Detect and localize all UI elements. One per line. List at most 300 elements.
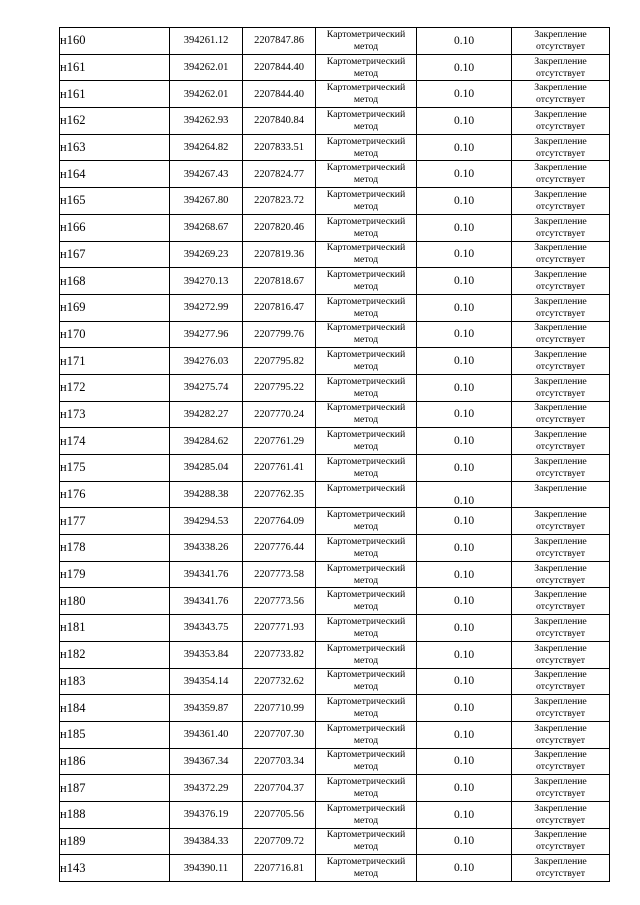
fixation-cell — [512, 268, 610, 295]
point-name: н169 — [60, 300, 86, 315]
fixation-line-1: Закрепление — [534, 135, 587, 147]
fixation-cell — [512, 828, 610, 855]
accuracy-value: 0.10 — [453, 728, 475, 741]
method-line-2: метод — [353, 227, 379, 239]
method-line-2: метод — [353, 387, 379, 399]
x-coordinate-cell — [170, 428, 243, 455]
y-coordinate: 2207732.62 — [254, 675, 304, 687]
y-coordinate: 2207773.56 — [254, 595, 304, 607]
method-line-1: Картометрический — [326, 402, 406, 414]
coordinates-table-body — [60, 28, 610, 882]
method-cell — [316, 748, 417, 775]
y-coordinate-cell — [243, 188, 316, 215]
x-coordinate: 394276.03 — [183, 355, 229, 367]
y-coordinate-cell — [243, 348, 316, 375]
point-name: н161 — [60, 86, 86, 101]
y-coordinate-cell — [243, 268, 316, 295]
fixation-line-2: отсутствует — [535, 814, 585, 826]
x-coordinate: 394282.27 — [183, 408, 229, 420]
table-row — [60, 188, 610, 215]
y-coordinate-cell — [243, 641, 316, 668]
accuracy-cell — [417, 294, 512, 321]
y-coordinate: 2207770.24 — [254, 408, 304, 420]
point-name-cell — [60, 588, 170, 615]
x-coordinate-cell — [170, 748, 243, 775]
method-line-2: метод — [353, 868, 379, 880]
method-line-2: метод — [353, 200, 379, 212]
point-name: н187 — [60, 780, 86, 795]
accuracy-value: 0.10 — [453, 595, 475, 608]
method-line-1: Картометрический — [326, 802, 406, 814]
method-line-2: метод — [353, 467, 379, 479]
fixation-cell — [512, 28, 610, 55]
y-coordinate: 2207716.81 — [254, 862, 304, 874]
method-cell — [316, 28, 417, 55]
y-coordinate: 2207761.29 — [254, 435, 304, 447]
y-coordinate: 2207844.40 — [254, 62, 304, 74]
x-coordinate-cell — [170, 401, 243, 428]
y-coordinate-cell — [243, 748, 316, 775]
x-coordinate-cell — [170, 801, 243, 828]
point-name-cell — [60, 214, 170, 241]
x-coordinate: 394376.19 — [183, 809, 229, 821]
fixation-cell — [512, 748, 610, 775]
accuracy-value: 0.10 — [453, 34, 475, 47]
point-name: н167 — [60, 246, 86, 261]
x-coordinate-cell — [170, 134, 243, 161]
point-name: н165 — [60, 193, 86, 208]
method-cell — [316, 161, 417, 188]
fixation-line-1: Закрепление — [534, 696, 587, 708]
y-coordinate: 2207840.84 — [254, 115, 304, 127]
point-name-cell — [60, 28, 170, 55]
accuracy-value: 0.10 — [453, 835, 475, 848]
fixation-cell — [512, 641, 610, 668]
y-coordinate-cell — [243, 428, 316, 455]
x-coordinate-cell — [170, 268, 243, 295]
y-coordinate: 2207799.76 — [254, 328, 304, 340]
y-coordinate-cell — [243, 721, 316, 748]
y-coordinate-cell — [243, 695, 316, 722]
y-coordinate-cell — [243, 374, 316, 401]
fixation-line-2: отсутствует — [535, 254, 585, 266]
fixation-line-1: Закрепление — [534, 749, 587, 761]
x-coordinate-cell — [170, 348, 243, 375]
fixation-line-2: отсутствует — [535, 627, 585, 639]
method-cell — [316, 481, 417, 508]
method-line-2: метод — [353, 601, 379, 613]
x-coordinate-cell — [170, 161, 243, 188]
point-name-cell — [60, 134, 170, 161]
point-name: н173 — [60, 406, 86, 421]
accuracy-value: 0.10 — [453, 221, 475, 234]
table-row — [60, 374, 610, 401]
table-row — [60, 294, 610, 321]
table-row — [60, 401, 610, 428]
point-name: н160 — [60, 33, 86, 48]
accuracy-cell — [417, 668, 512, 695]
method-line-1: Картометрический — [326, 829, 406, 841]
accuracy-cell — [417, 535, 512, 562]
fixation-line-1: Закрепление — [534, 455, 587, 467]
accuracy-cell — [417, 455, 512, 482]
method-cell — [316, 855, 417, 882]
point-name-cell — [60, 561, 170, 588]
y-coordinate: 2207795.82 — [254, 355, 304, 367]
method-line-1: Картометрический — [326, 295, 406, 307]
x-coordinate: 394262.01 — [183, 88, 229, 100]
method-line-2: метод — [353, 734, 379, 746]
y-coordinate-cell — [243, 401, 316, 428]
point-name: н171 — [60, 353, 86, 368]
method-line-2: метод — [353, 40, 379, 52]
x-coordinate: 394272.99 — [183, 302, 229, 314]
fixation-cell — [512, 508, 610, 535]
fixation-line-1: Закрепление — [534, 28, 587, 40]
fixation-line-2: отсутствует — [535, 147, 585, 159]
fixation-cell — [512, 321, 610, 348]
point-name-cell — [60, 508, 170, 535]
x-coordinate-cell — [170, 615, 243, 642]
point-name: н164 — [60, 166, 86, 181]
fixation-line-2: отсутствует — [535, 734, 585, 746]
table-row — [60, 508, 610, 535]
method-cell — [316, 188, 417, 215]
fixation-cell — [512, 188, 610, 215]
x-coordinate: 394372.29 — [183, 782, 229, 794]
accuracy-cell — [417, 321, 512, 348]
accuracy-value: 0.10 — [453, 675, 475, 688]
x-coordinate-cell — [170, 668, 243, 695]
accuracy-cell — [417, 481, 512, 508]
point-name-cell — [60, 321, 170, 348]
x-coordinate: 394338.26 — [183, 542, 229, 554]
table-row — [60, 641, 610, 668]
x-coordinate: 394343.75 — [183, 622, 229, 634]
y-coordinate-cell — [243, 28, 316, 55]
accuracy-cell — [417, 695, 512, 722]
method-cell — [316, 268, 417, 295]
x-coordinate: 394361.40 — [183, 729, 229, 741]
y-coordinate: 2207710.99 — [254, 702, 304, 714]
accuracy-cell — [417, 188, 512, 215]
y-coordinate-cell — [243, 535, 316, 562]
accuracy-value: 0.10 — [453, 648, 475, 661]
table-row — [60, 695, 610, 722]
table-row — [60, 801, 610, 828]
point-name: н183 — [60, 673, 86, 688]
fixation-cell — [512, 455, 610, 482]
x-coordinate: 394264.82 — [183, 142, 229, 154]
table-row — [60, 428, 610, 455]
accuracy-value: 0.10 — [453, 114, 475, 127]
x-coordinate: 394285.04 — [183, 462, 229, 474]
y-coordinate: 2207816.47 — [254, 302, 304, 314]
method-line-1: Картометрический — [326, 749, 406, 761]
fixation-line-2: отсутствует — [535, 307, 585, 319]
point-name-cell — [60, 188, 170, 215]
x-coordinate: 394269.23 — [183, 248, 229, 260]
fixation-line-1: Закрепление — [534, 269, 587, 281]
method-cell — [316, 721, 417, 748]
fixation-line-2: отсутствует — [535, 387, 585, 399]
method-line-1: Картометрический — [326, 429, 406, 441]
x-coordinate: 394262.93 — [183, 115, 229, 127]
method-line-1: Картометрический — [326, 615, 406, 627]
x-coordinate-cell — [170, 188, 243, 215]
x-coordinate: 394267.80 — [183, 195, 229, 207]
table-row — [60, 108, 610, 135]
x-coordinate: 394268.67 — [183, 222, 229, 234]
fixation-cell — [512, 401, 610, 428]
accuracy-cell — [417, 401, 512, 428]
fixation-line-1: Закрепление — [534, 55, 587, 67]
y-coordinate: 2207819.36 — [254, 248, 304, 260]
point-name-cell — [60, 641, 170, 668]
method-line-2: метод — [353, 334, 379, 346]
method-line-1: Картометрический — [326, 242, 406, 254]
method-line-1: Картометрический — [326, 455, 406, 467]
y-coordinate: 2207818.67 — [254, 275, 304, 287]
point-name: н179 — [60, 567, 86, 582]
fixation-cell — [512, 428, 610, 455]
x-coordinate-cell — [170, 721, 243, 748]
point-name-cell — [60, 695, 170, 722]
fixation-line-2: отсутствует — [535, 200, 585, 212]
fixation-cell — [512, 374, 610, 401]
fixation-line-1: Закрепление — [534, 509, 587, 521]
x-coordinate-cell — [170, 294, 243, 321]
x-coordinate: 394354.14 — [183, 675, 229, 687]
y-coordinate-cell — [243, 134, 316, 161]
fixation-line-1: Закрепление — [534, 776, 587, 788]
method-line-2: метод — [353, 281, 379, 293]
method-cell — [316, 81, 417, 108]
x-coordinate-cell — [170, 508, 243, 535]
y-coordinate-cell — [243, 775, 316, 802]
method-line-1: Картометрический — [326, 589, 406, 601]
y-coordinate: 2207773.58 — [254, 569, 304, 581]
point-name-cell — [60, 775, 170, 802]
y-coordinate: 2207704.37 — [254, 782, 304, 794]
fixation-line-1: Закрепление — [534, 162, 587, 174]
fixation-line-1: Закрепление — [534, 856, 587, 868]
fixation-line-1: Закрепление — [534, 349, 587, 361]
table-row — [60, 668, 610, 695]
y-coordinate-cell — [243, 588, 316, 615]
method-line-2: метод — [353, 547, 379, 559]
point-name-cell — [60, 81, 170, 108]
method-line-1: Картометрический — [326, 82, 406, 94]
accuracy-value: 0.10 — [453, 328, 475, 341]
y-coordinate-cell — [243, 508, 316, 535]
table-row — [60, 455, 610, 482]
table-row — [60, 535, 610, 562]
accuracy-value: 0.10 — [453, 541, 475, 554]
method-line-1: Картометрический — [326, 162, 406, 174]
fixation-line-1: Закрепление — [534, 482, 587, 494]
fixation-line-1: Закрепление — [534, 829, 587, 841]
point-name-cell — [60, 54, 170, 81]
accuracy-cell — [417, 428, 512, 455]
point-name-cell — [60, 348, 170, 375]
accuracy-value: 0.10 — [453, 301, 475, 314]
x-coordinate: 394294.53 — [183, 515, 229, 527]
x-coordinate: 394284.62 — [183, 435, 229, 447]
point-name: н186 — [60, 753, 86, 768]
method-line-1: Картометрический — [326, 562, 406, 574]
x-coordinate-cell — [170, 561, 243, 588]
x-coordinate-cell — [170, 28, 243, 55]
method-line-1: Картометрический — [326, 642, 406, 654]
method-line-1: Картометрический — [326, 108, 406, 120]
x-coordinate-cell — [170, 855, 243, 882]
x-coordinate-cell — [170, 214, 243, 241]
y-coordinate: 2207844.40 — [254, 88, 304, 100]
fixation-line-1: Закрепление — [534, 215, 587, 227]
accuracy-cell — [417, 134, 512, 161]
fixation-cell — [512, 775, 610, 802]
point-name-cell — [60, 828, 170, 855]
y-coordinate: 2207707.30 — [254, 729, 304, 741]
x-coordinate: 394267.43 — [183, 168, 229, 180]
method-line-1: Картометрический — [326, 722, 406, 734]
table-row — [60, 775, 610, 802]
method-line-1: Картометрический — [326, 215, 406, 227]
table-row — [60, 855, 610, 882]
point-name: н189 — [60, 833, 86, 848]
point-name-cell — [60, 455, 170, 482]
fixation-cell — [512, 801, 610, 828]
fixation-line-1: Закрепление — [534, 722, 587, 734]
x-coordinate: 394367.34 — [183, 755, 229, 767]
point-name: н143 — [60, 860, 86, 875]
method-line-1: Картометрический — [326, 776, 406, 788]
fixation-cell — [512, 561, 610, 588]
fixation-line-2: отсутствует — [535, 788, 585, 800]
method-line-2: метод — [353, 521, 379, 533]
fixation-line-2: отсутствует — [535, 441, 585, 453]
x-coordinate: 394341.76 — [183, 595, 229, 607]
fixation-line-2: отсутствует — [535, 227, 585, 239]
x-coordinate-cell — [170, 775, 243, 802]
fixation-line-2: отсутствует — [535, 414, 585, 426]
fixation-cell — [512, 721, 610, 748]
x-coordinate: 394359.87 — [183, 702, 229, 714]
method-cell — [316, 214, 417, 241]
fixation-cell — [512, 615, 610, 642]
method-line-2: метод — [353, 414, 379, 426]
method-line-1: Картометрический — [326, 669, 406, 681]
method-cell — [316, 241, 417, 268]
fixation-line-1: Закрепление — [534, 322, 587, 334]
table-row — [60, 268, 610, 295]
method-line-2: метод — [353, 120, 379, 132]
fixation-line-1: Закрепление — [534, 589, 587, 601]
accuracy-cell — [417, 374, 512, 401]
fixation-cell — [512, 348, 610, 375]
table-row — [60, 561, 610, 588]
x-coordinate: 394270.13 — [183, 275, 229, 287]
accuracy-cell — [417, 721, 512, 748]
fixation-cell — [512, 54, 610, 81]
table-row — [60, 588, 610, 615]
x-coordinate: 394261.12 — [183, 35, 229, 47]
x-coordinate-cell — [170, 455, 243, 482]
point-name-cell — [60, 801, 170, 828]
accuracy-value: 0.10 — [453, 755, 475, 768]
accuracy-value: 0.10 — [453, 702, 475, 715]
table-row — [60, 481, 610, 508]
method-cell — [316, 455, 417, 482]
x-coordinate: 394353.84 — [183, 649, 229, 661]
method-line-2: метод — [353, 361, 379, 373]
table-row — [60, 214, 610, 241]
fixation-line-2: отсутствует — [535, 467, 585, 479]
point-name: н172 — [60, 380, 86, 395]
x-coordinate: 394341.76 — [183, 569, 229, 581]
y-coordinate: 2207705.56 — [254, 809, 304, 821]
point-name-cell — [60, 428, 170, 455]
y-coordinate-cell — [243, 321, 316, 348]
method-line-1: Картометрический — [326, 535, 406, 547]
x-coordinate: 394275.74 — [183, 382, 229, 394]
method-cell — [316, 54, 417, 81]
method-line-2: метод — [353, 627, 379, 639]
method-line-2: метод — [353, 681, 379, 693]
method-line-1: Картометрический — [326, 375, 406, 387]
accuracy-cell — [417, 241, 512, 268]
y-coordinate-cell — [243, 668, 316, 695]
fixation-line-2: отсутствует — [535, 761, 585, 773]
accuracy-cell — [417, 268, 512, 295]
point-name: н161 — [60, 60, 86, 75]
method-line-2: метод — [353, 94, 379, 106]
accuracy-value: 0.10 — [453, 141, 475, 154]
fixation-line-2: отсутствует — [535, 654, 585, 666]
accuracy-value: 0.10 — [453, 355, 475, 368]
y-coordinate-cell — [243, 241, 316, 268]
point-name-cell — [60, 241, 170, 268]
y-coordinate: 2207847.86 — [254, 35, 304, 47]
point-name-cell — [60, 294, 170, 321]
method-cell — [316, 588, 417, 615]
accuracy-cell — [417, 214, 512, 241]
accuracy-cell — [417, 801, 512, 828]
point-name-cell — [60, 268, 170, 295]
accuracy-value: 0.10 — [453, 515, 475, 528]
method-cell — [316, 401, 417, 428]
method-cell — [316, 561, 417, 588]
accuracy-cell — [417, 588, 512, 615]
method-line-2: метод — [353, 761, 379, 773]
point-name: н177 — [60, 513, 86, 528]
accuracy-value: 0.10 — [453, 275, 475, 288]
method-line-2: метод — [353, 174, 379, 186]
method-cell — [316, 294, 417, 321]
fixation-line-1: Закрепление — [534, 188, 587, 200]
method-line-2: метод — [353, 254, 379, 266]
accuracy-cell — [417, 615, 512, 642]
method-line-1: Картометрический — [326, 269, 406, 281]
accuracy-value: 0.10 — [453, 168, 475, 181]
method-line-2: метод — [353, 814, 379, 826]
accuracy-value: 0.10 — [453, 782, 475, 795]
method-cell — [316, 775, 417, 802]
y-coordinate: 2207823.72 — [254, 195, 304, 207]
fixation-line-1: Закрепление — [534, 802, 587, 814]
y-coordinate-cell — [243, 615, 316, 642]
